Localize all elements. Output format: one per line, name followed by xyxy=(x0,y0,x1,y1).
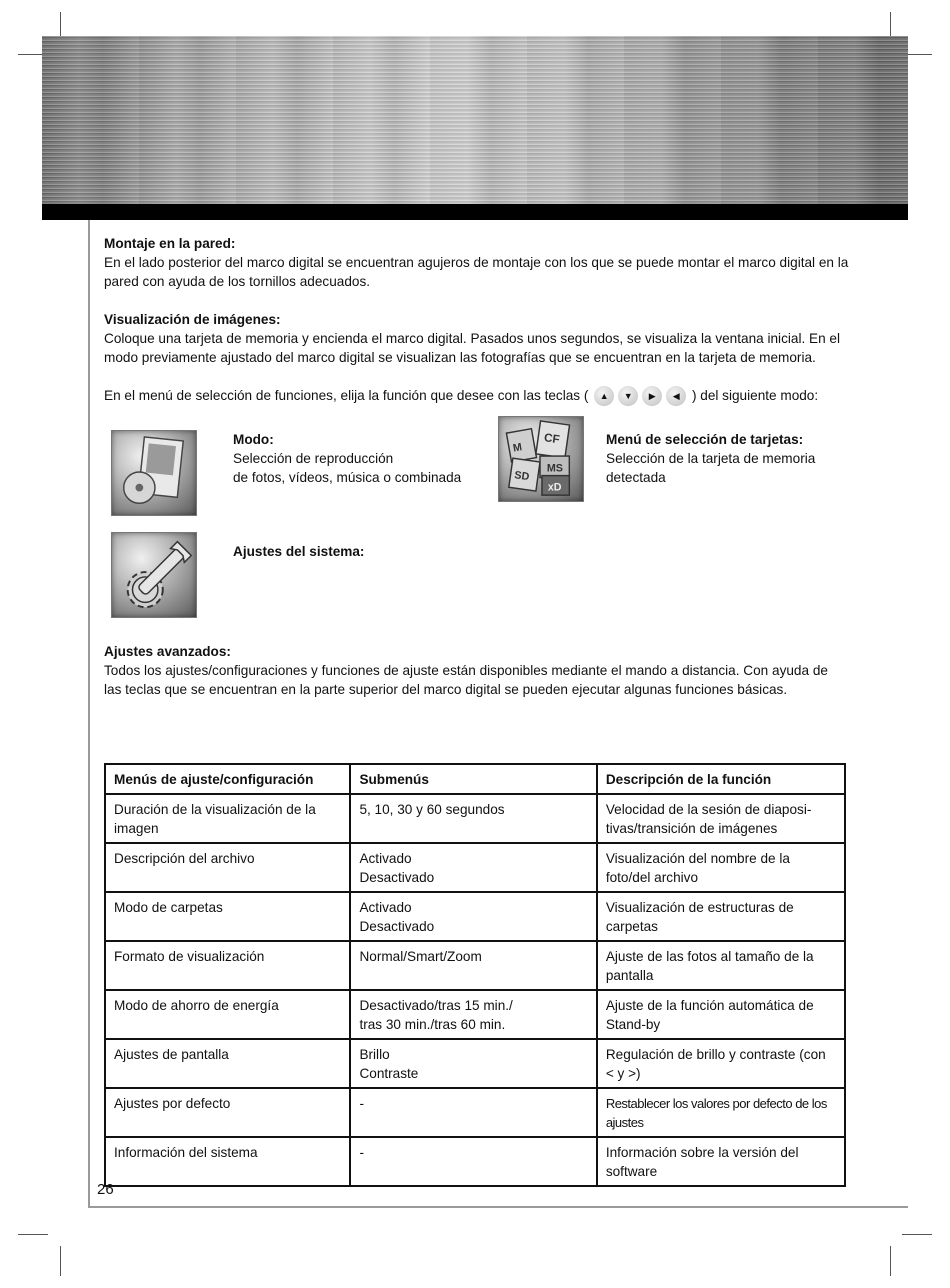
menu-intro-before: En el menú de selección de funciones, elija la función que desee con las teclas ( xyxy=(104,388,589,403)
cell-submenu xyxy=(350,990,596,1039)
advanced-title: Ajustes avanzados: xyxy=(104,644,231,660)
cell-submenu xyxy=(350,794,596,843)
crop-mark xyxy=(890,1246,891,1276)
cell-submenu xyxy=(350,843,596,892)
submenu-line1: Desactivado/tras 15 min./ xyxy=(359,998,513,1013)
system-settings-title: Ajustes del sistema: xyxy=(233,544,365,560)
card-label-ms: MS xyxy=(546,463,563,476)
table-row xyxy=(105,1039,845,1088)
advanced-text: Todos los ajustes/configuraciones y funciones de ajuste están disponibles mediante el mando a distancia. Con ayuda de las teclas que se encuentran en la parte superior del marco digital se pueden ejecutar algunas funciones básicas. xyxy=(104,663,828,698)
down-key-icon: ▼ xyxy=(618,386,638,406)
cell-submenu xyxy=(350,941,596,990)
mode-title: Modo: xyxy=(233,432,274,448)
submenu-line1: Brillo xyxy=(359,1047,390,1062)
cell-menu: Modo de carpetas xyxy=(105,892,350,941)
main-content xyxy=(104,234,849,699)
table-row xyxy=(105,794,845,843)
function-icons-grid xyxy=(104,416,849,648)
header-description: Descripción de la función xyxy=(597,764,845,794)
card-menu-line1: Selección de la tarjeta de memoria xyxy=(606,451,816,467)
up-key-icon: ▲ xyxy=(594,386,614,406)
cell-description: Ajuste de la función automática de Stand-by xyxy=(597,990,845,1039)
memory-card-icon xyxy=(498,416,584,502)
table-row xyxy=(105,1088,845,1137)
card-label-xd: xD xyxy=(547,481,562,494)
card-label-sd: SD xyxy=(513,469,531,484)
submenu-line2: Desactivado xyxy=(359,870,435,885)
card-menu-title: Menú de selección de tarjetas: xyxy=(606,432,804,448)
cell-menu: Duración de la visualización de la imagen xyxy=(105,794,350,843)
cell-menu: Ajustes por defecto xyxy=(105,1088,350,1137)
header-menu: Menús de ajuste/configuración xyxy=(105,764,350,794)
cell-submenu xyxy=(350,1039,596,1088)
card-label-cf: CF xyxy=(543,431,561,447)
header-submenu: Submenús xyxy=(350,764,596,794)
mode-description xyxy=(233,430,461,487)
table-row xyxy=(105,1137,845,1186)
cell-submenu xyxy=(350,1137,596,1186)
card-label-m: M xyxy=(512,441,523,456)
cell-submenu xyxy=(350,1088,596,1137)
menu-intro-after: ) del siguiente modo: xyxy=(691,388,819,403)
left-key-icon: ◀ xyxy=(666,386,686,406)
table-row xyxy=(105,892,845,941)
table-header-row xyxy=(105,764,845,794)
photo-mode-icon xyxy=(111,430,197,516)
settings-table xyxy=(104,763,846,1187)
cell-description: Regulación de brillo y contraste (con < y >) xyxy=(597,1039,845,1088)
card-menu-description xyxy=(606,430,815,487)
submenu-line1: - xyxy=(359,1145,364,1160)
cell-menu: Ajustes de pantalla xyxy=(105,1039,350,1088)
page-frame-left-rule xyxy=(88,220,90,1208)
cell-description: Restablecer los valores por defecto de los ajustes xyxy=(597,1088,845,1137)
mode-line2: de fotos, vídeos, música o combinada xyxy=(233,470,462,486)
cell-menu: Descripción del archivo xyxy=(105,843,350,892)
table-row xyxy=(105,990,845,1039)
cell-menu: Formato de visualización xyxy=(105,941,350,990)
wall-mount-title: Montaje en la pared: xyxy=(104,236,236,251)
submenu-line2: Desactivado xyxy=(359,919,435,934)
header-texture-banner xyxy=(42,36,908,204)
image-view-title: Visualización de imágenes: xyxy=(104,312,281,327)
system-settings-description xyxy=(233,542,364,561)
cell-description: Visualización de estructuras de carpetas xyxy=(597,892,845,941)
submenu-line1: Normal/Smart/Zoom xyxy=(359,949,482,964)
wrench-gear-icon xyxy=(111,532,197,618)
submenu-line1: Activado xyxy=(359,851,412,866)
crop-mark xyxy=(18,1234,48,1235)
submenu-line2: tras 30 min./tras 60 min. xyxy=(359,1017,506,1032)
cell-description: Ajuste de las fotos al tamaño de la pantalla xyxy=(597,941,845,990)
cell-menu: Información del sistema xyxy=(105,1137,350,1186)
submenu-line1: - xyxy=(359,1096,364,1111)
cell-submenu xyxy=(350,892,596,941)
right-key-icon: ▶ xyxy=(642,386,662,406)
wall-mount-text: En el lado posterior del marco digital se encuentran agujeros de montaje con los que se puede montar el marco digital en la pared con ayuda de los tornillos adecuados. xyxy=(104,255,849,289)
table-row xyxy=(105,843,845,892)
submenu-line1: Activado xyxy=(359,900,412,915)
submenu-line2: Contraste xyxy=(359,1066,419,1081)
cell-description: Velocidad de la sesión de diaposi-tivas/transición de imágenes xyxy=(597,794,845,843)
card-menu-line2: detectada xyxy=(606,470,666,486)
page-frame-bottom-rule xyxy=(88,1206,908,1208)
menu-intro-text xyxy=(104,386,849,406)
table-row xyxy=(105,941,845,990)
crop-mark xyxy=(60,1246,61,1276)
mode-line1: Selección de reproducción xyxy=(233,451,394,467)
header-black-bar xyxy=(42,204,908,220)
cell-description: Información sobre la versión del software xyxy=(597,1137,845,1186)
page-number: 26 xyxy=(97,1181,114,1198)
crop-mark xyxy=(902,1234,932,1235)
image-view-text: Coloque una tarjeta de memoria y encienda el marco digital. Pasados unos segundos, se visualiza la ventana inicial. En el modo previamente ajustado del marco digital se visualizan las fotografías que se encuentran en la tarjeta de memoria. xyxy=(104,331,841,365)
cell-menu: Modo de ahorro de energía xyxy=(105,990,350,1039)
cell-description: Visualización del nombre de la foto/del archivo xyxy=(597,843,845,892)
submenu-line1: 5, 10, 30 y 60 segundos xyxy=(359,802,505,817)
